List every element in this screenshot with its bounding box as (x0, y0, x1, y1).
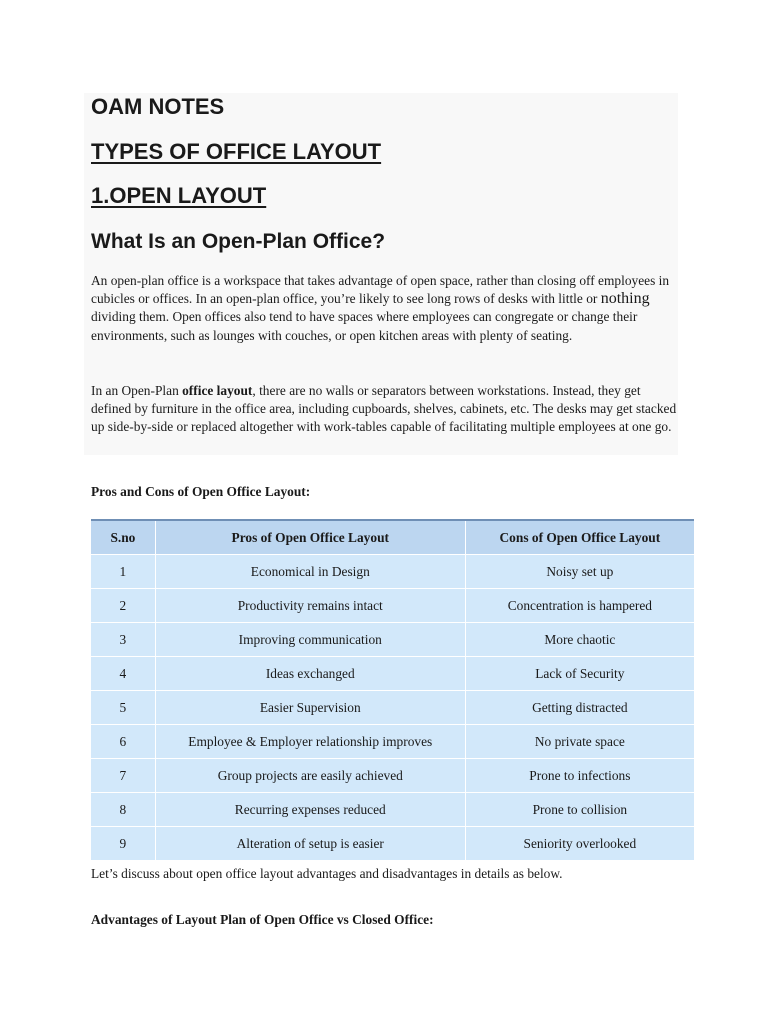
cell-con: More chaotic (465, 623, 694, 657)
cell-sno: 5 (91, 691, 155, 725)
table-row (91, 555, 694, 589)
cell-pro: Employee & Employer relationship improves (155, 725, 465, 759)
cell-pro: Improving communication (155, 623, 465, 657)
cell-con: Getting distracted (465, 691, 694, 725)
cell-pro: Productivity remains intact (155, 589, 465, 623)
cell-con: Seniority overlooked (465, 827, 694, 861)
table-row (91, 623, 694, 657)
table-row (91, 725, 694, 759)
table-header-row (91, 520, 694, 555)
cell-con: Lack of Security (465, 657, 694, 691)
header-cons: Cons of Open Office Layout (465, 520, 694, 555)
after-table-text: Let’s discuss about open office layout advantages and disadvantages in details as below. (91, 866, 563, 881)
cell-sno: 6 (91, 725, 155, 759)
doc-title: OAM NOTES (91, 94, 225, 119)
cell-sno: 2 (91, 589, 155, 623)
cell-con: Concentration is hampered (465, 589, 694, 623)
table-row (91, 827, 694, 861)
layout-text-2: , there are no walls or separators between workstations. Instead, they get defined by furniture in the office area, including cupboards, shelves, cabinets, etc. The desks may get stacked up side-by-side or replaced altogether with work-tables capable of facilitating multiple employees at one go. (91, 383, 677, 435)
cell-pro: Group projects are easily achieved (155, 759, 465, 793)
advantages-heading: Advantages of Layout Plan of Open Office vs Closed Office: (91, 912, 434, 927)
cell-sno: 3 (91, 623, 155, 657)
intro-text-1: An open-plan office is a workspace that takes advantage of open space, rather than closing off employees in cubicles or offices. In an open-plan office, you’re likely to see long rows of desks with little or (91, 273, 670, 307)
doc-subtitle: TYPES OF OFFICE LAYOUT (91, 139, 382, 164)
table-row (91, 691, 694, 725)
table-row (91, 657, 694, 691)
layout-paragraph (91, 382, 681, 437)
intro-text-2: dividing them. Open offices also tend to have spaces where employees can congregate or change their environments, such as lounges with couches, or open kitchen areas with plenty of seating. (91, 309, 638, 343)
cell-con: Prone to collision (465, 793, 694, 827)
question-heading: What Is an Open-Plan Office? (91, 230, 386, 253)
header-sno: S.no (91, 520, 155, 555)
cell-con: No private space (465, 725, 694, 759)
cell-pro: Easier Supervision (155, 691, 465, 725)
layout-text-1: In an Open-Plan (91, 383, 183, 398)
cell-pro: Ideas exchanged (155, 657, 465, 691)
layout-bold: office layout (182, 383, 253, 398)
cell-sno: 4 (91, 657, 155, 691)
table-row (91, 793, 694, 827)
intro-emphasis: nothing (600, 290, 650, 308)
table-caption: Pros and Cons of Open Office Layout: (91, 484, 311, 499)
cell-pro: Recurring expenses reduced (155, 793, 465, 827)
cell-sno: 9 (91, 827, 155, 861)
cell-sno: 1 (91, 555, 155, 589)
intro-paragraph (91, 272, 681, 345)
cell-sno: 7 (91, 759, 155, 793)
section-heading: 1.OPEN LAYOUT (91, 183, 267, 208)
cell-sno: 8 (91, 793, 155, 827)
pros-cons-table (91, 519, 694, 860)
cell-con: Prone to infections (465, 759, 694, 793)
cell-pro: Alteration of setup is easier (155, 827, 465, 861)
table-row (91, 589, 694, 623)
cell-pro: Economical in Design (155, 555, 465, 589)
table-row (91, 759, 694, 793)
cell-con: Noisy set up (465, 555, 694, 589)
header-pros: Pros of Open Office Layout (155, 520, 465, 555)
